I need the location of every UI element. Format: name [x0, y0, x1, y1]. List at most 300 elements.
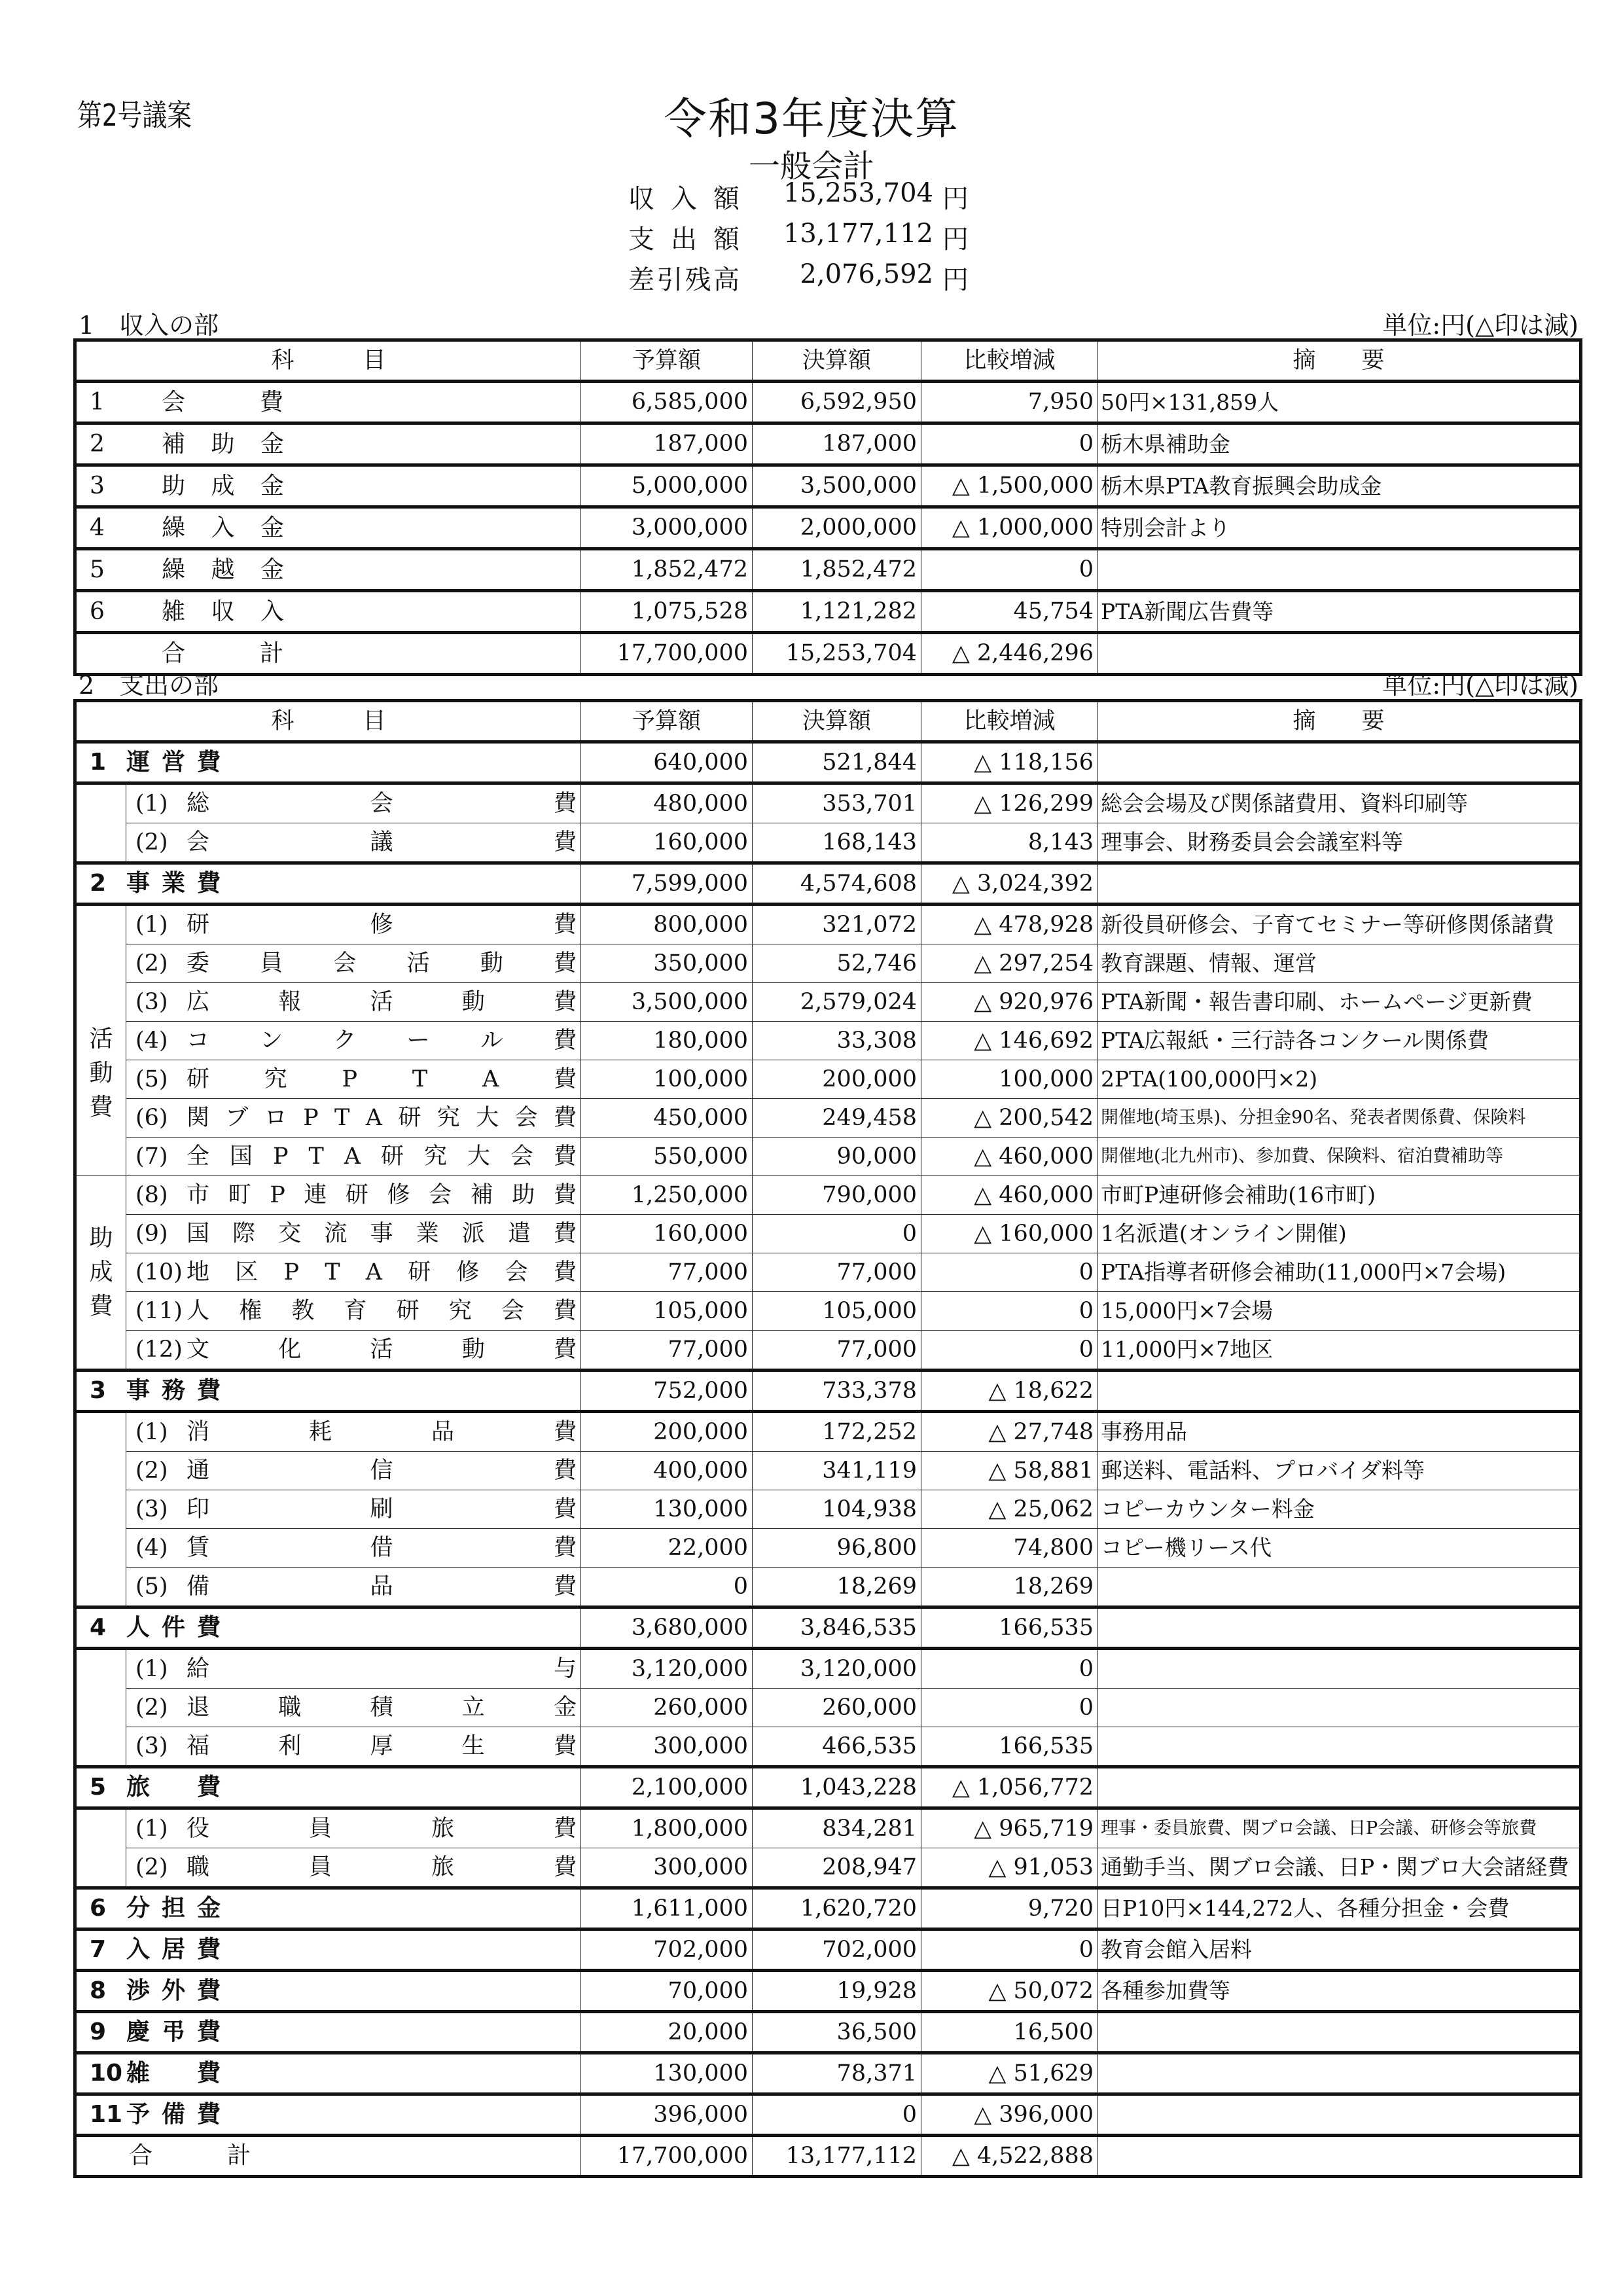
row-name: 助 成 金 — [162, 473, 293, 499]
row-name: 繰 入 金 — [162, 514, 293, 541]
group-label-text: 助成費 — [89, 1225, 113, 1319]
expense-total-label: 合 計 — [75, 2136, 581, 2177]
item-name-char: P — [303, 1105, 319, 1131]
item-name-char: ロ — [264, 1105, 287, 1131]
expense-unit-note: 単位:円(△印は減) — [1382, 671, 1578, 700]
item-number: (3) — [135, 1733, 168, 1759]
item-subject — [126, 905, 581, 944]
item-name-char: 権 — [239, 1298, 262, 1324]
income-table-body — [75, 382, 1581, 675]
item-name — [187, 1529, 577, 1567]
item-number: (6) — [135, 1105, 168, 1131]
budget-amount: 5,000,000 — [581, 465, 753, 507]
item-subject — [126, 1727, 581, 1767]
budget-amount: 100,000 — [581, 1060, 753, 1099]
item-subject-wrap — [135, 1060, 577, 1098]
item-name — [187, 1138, 577, 1175]
category-name: 事務費 — [126, 1377, 233, 1404]
item-name — [187, 1810, 577, 1848]
remark: 1名派遣(オンライン開催) — [1098, 1215, 1581, 1253]
item-name-char: 会 — [333, 950, 357, 977]
remark: 教育課題、情報、運営 — [1098, 944, 1581, 983]
expense-item-row — [75, 1215, 1581, 1253]
item-name-char: ー — [406, 1028, 430, 1054]
budget-amount: 550,000 — [581, 1138, 753, 1176]
item-name-char: 地 — [187, 1259, 210, 1285]
item-number: (1) — [135, 1816, 168, 1842]
group-spacer — [75, 783, 126, 863]
item-number: (1) — [135, 791, 168, 817]
item-number: (11) — [135, 1298, 183, 1324]
item-subject — [126, 1331, 581, 1371]
expense-item-row — [75, 944, 1581, 983]
item-name-char: 費 — [553, 1143, 577, 1170]
income-table — [73, 338, 1582, 676]
expense-item-row — [75, 1176, 1581, 1215]
column-header-diff: 比較増減 — [921, 701, 1098, 742]
difference-amount: △ 91,053 — [921, 1848, 1098, 1888]
category-name: 予備費 — [126, 2101, 233, 2128]
item-name-char: 費 — [554, 829, 577, 855]
item-name-char: 費 — [553, 1028, 577, 1054]
expense-item-row — [75, 1490, 1581, 1529]
expense-category-row — [75, 1767, 1581, 1808]
expense-item-row — [75, 1292, 1581, 1331]
item-name-char: P — [283, 1259, 299, 1285]
remark — [1098, 1568, 1581, 1607]
item-name-char: 研 — [187, 912, 210, 938]
remark: PTA新聞・報告書印刷、ホームページ更新費 — [1098, 983, 1581, 1022]
item-name-char: コ — [187, 1028, 210, 1054]
column-header-budget: 予算額 — [581, 340, 753, 382]
summary-value: 13,177,112 — [783, 219, 933, 249]
actual-amount: 105,000 — [753, 1292, 921, 1331]
expense-category-row — [75, 742, 1581, 783]
item-subject — [126, 1529, 581, 1568]
item-name — [187, 1060, 577, 1098]
income-subject — [75, 382, 581, 423]
expense-item-row — [75, 823, 1581, 863]
row-name: 会 費 — [162, 389, 293, 416]
category-subject — [75, 1767, 581, 1808]
actual-amount: 1,852,472 — [753, 549, 921, 591]
difference-amount: △ 1,500,000 — [921, 465, 1098, 507]
category-number: 8 — [90, 1977, 107, 2004]
difference-amount: 9,720 — [921, 1888, 1098, 1929]
item-subject — [126, 1412, 581, 1452]
actual-amount: 3,120,000 — [753, 1649, 921, 1689]
difference-amount: △ 27,748 — [921, 1412, 1098, 1452]
row-number: 4 — [90, 514, 105, 541]
item-subject — [126, 1292, 581, 1331]
column-header-remark: 摘 要 — [1098, 340, 1581, 382]
remark: 郵送料、電話料、プロバイダ料等 — [1098, 1452, 1581, 1490]
budget-amount: 180,000 — [581, 1022, 753, 1060]
remark — [1098, 742, 1581, 783]
category-subject — [75, 1371, 581, 1412]
item-name-char: 交 — [278, 1221, 302, 1247]
actual-amount: 1,043,228 — [753, 1767, 921, 1808]
expense-item-row — [75, 1452, 1581, 1490]
expense-header-row — [75, 701, 1581, 742]
item-name-char: 厚 — [370, 1733, 393, 1759]
document-label: 第2号議案 — [77, 98, 192, 133]
category-name: 事業費 — [126, 870, 233, 897]
difference-amount: 74,800 — [921, 1529, 1098, 1568]
item-subject-wrap — [135, 1689, 577, 1727]
difference-amount: △ 1,000,000 — [921, 507, 1098, 549]
row-number: 1 — [90, 389, 105, 416]
budget-amount: 450,000 — [581, 1099, 753, 1138]
remark: 栃木県PTA教育振興会助成金 — [1098, 465, 1581, 507]
remark: コピー機リース代 — [1098, 1529, 1581, 1568]
budget-amount: 480,000 — [581, 783, 753, 823]
page-subtitle: 一般会計 — [748, 148, 874, 185]
item-subject-wrap — [135, 1452, 577, 1490]
item-name-char: T — [308, 1143, 324, 1170]
item-name-char: 派 — [461, 1221, 485, 1247]
item-name-char: 研 — [187, 1066, 210, 1092]
category-name: 運営費 — [126, 749, 233, 776]
item-name — [187, 823, 577, 861]
budget-amount: 160,000 — [581, 823, 753, 863]
item-name-char: 費 — [553, 1259, 577, 1285]
summary-unit: 円 — [942, 184, 969, 214]
category-number: 9 — [90, 2018, 107, 2045]
item-name-char: 修 — [456, 1259, 480, 1285]
item-name-char: 費 — [554, 1535, 577, 1561]
item-subject-wrap — [135, 1650, 577, 1688]
category-subject — [75, 2094, 581, 2136]
item-name-char: 福 — [187, 1733, 210, 1759]
difference-amount: △ 920,976 — [921, 983, 1098, 1022]
item-name-char: 化 — [278, 1336, 302, 1363]
row-name: 雑 収 入 — [162, 598, 293, 625]
item-name-char: 会 — [187, 829, 210, 855]
row-number: 5 — [90, 556, 105, 583]
actual-amount: 4,574,608 — [753, 863, 921, 905]
item-number: (2) — [135, 1458, 168, 1484]
remark: 総会会場及び関係諸費用、資料印刷等 — [1098, 783, 1581, 823]
actual-amount: 341,119 — [753, 1452, 921, 1490]
row-number: 6 — [90, 598, 105, 625]
item-name-char: 印 — [187, 1496, 210, 1522]
column-header-remark: 摘 要 — [1098, 701, 1581, 742]
budget-amount: 3,000,000 — [581, 507, 753, 549]
item-name-char: 会 — [501, 1298, 524, 1324]
item-subject — [126, 944, 581, 983]
difference-amount: △ 3,024,392 — [921, 863, 1098, 905]
category-number: 1 — [90, 749, 107, 776]
actual-amount: 733,378 — [753, 1371, 921, 1412]
expense-category-row — [75, 1607, 1581, 1649]
income-subject — [75, 549, 581, 591]
item-name-char: 積 — [370, 1695, 393, 1721]
item-subject — [126, 1689, 581, 1727]
item-name — [187, 906, 577, 944]
item-name-char: 旅 — [431, 1854, 455, 1880]
difference-amount: 166,535 — [921, 1727, 1098, 1767]
item-name-char: 費 — [554, 1419, 577, 1445]
item-subject-wrap — [135, 944, 577, 982]
item-subject-wrap — [135, 1529, 577, 1567]
budget-amount: 200,000 — [581, 1412, 753, 1452]
difference-amount: 18,269 — [921, 1568, 1098, 1607]
item-subject-wrap — [135, 1215, 577, 1253]
actual-amount: 19,928 — [753, 1971, 921, 2012]
difference-amount: 0 — [921, 1689, 1098, 1727]
item-name-char: 修 — [387, 1182, 410, 1208]
item-name-char: 給 — [187, 1656, 210, 1682]
actual-amount: 200,000 — [753, 1060, 921, 1099]
item-name — [187, 1452, 577, 1490]
item-name — [187, 1331, 577, 1369]
item-subject-wrap — [135, 823, 577, 861]
item-name — [187, 1848, 577, 1886]
item-name — [187, 785, 577, 823]
item-name-char: 費 — [554, 791, 577, 817]
item-name-char: 文 — [187, 1336, 210, 1363]
expense-item-row — [75, 1099, 1581, 1138]
item-name-char: ン — [260, 1028, 283, 1054]
remark — [1098, 1727, 1581, 1767]
item-name-char: 教 — [291, 1298, 315, 1324]
expense-item-row — [75, 1808, 1581, 1848]
difference-amount: △ 58,881 — [921, 1452, 1098, 1490]
item-subject — [126, 1848, 581, 1888]
item-name-char: 町 — [228, 1182, 251, 1208]
budget-amount: 1,250,000 — [581, 1176, 753, 1215]
item-subject-wrap — [135, 1253, 577, 1291]
actual-amount: 0 — [753, 2094, 921, 2136]
actual-amount: 172,252 — [753, 1412, 921, 1452]
item-name-char: 費 — [553, 1298, 577, 1324]
difference-amount: 16,500 — [921, 2012, 1098, 2053]
income-header-row — [75, 340, 1581, 382]
remark — [1098, 1607, 1581, 1649]
expense-category-row — [75, 2012, 1581, 2053]
item-name-char: 会 — [429, 1182, 452, 1208]
remark — [1098, 1649, 1581, 1689]
difference-amount: △ 478,928 — [921, 905, 1098, 944]
item-name-char: 員 — [309, 1854, 332, 1880]
actual-amount: 18,269 — [753, 1568, 921, 1607]
item-name-char: 役 — [187, 1816, 210, 1842]
remark: 各種参加費等 — [1098, 1971, 1581, 2012]
remark: 教育会館入居料 — [1098, 1929, 1581, 1971]
item-subject-wrap — [135, 1022, 577, 1060]
item-name — [187, 1568, 577, 1605]
item-subject — [126, 1176, 581, 1215]
category-name: 慶弔費 — [126, 2018, 233, 2045]
total-remark — [1098, 2136, 1581, 2177]
actual-amount: 466,535 — [753, 1727, 921, 1767]
actual-amount: 1,121,282 — [753, 591, 921, 633]
item-name-char: ル — [480, 1028, 503, 1054]
item-name — [187, 1689, 577, 1727]
column-header-diff: 比較増減 — [921, 340, 1098, 382]
item-name-char: 消 — [187, 1419, 210, 1445]
category-subject — [75, 742, 581, 783]
item-name-char: T — [412, 1066, 428, 1092]
actual-amount: 33,308 — [753, 1022, 921, 1060]
budget-amount: 2,100,000 — [581, 1767, 753, 1808]
budget-amount: 130,000 — [581, 2053, 753, 2094]
item-name — [187, 1253, 577, 1291]
actual-amount: 187,000 — [753, 423, 921, 465]
total-difference: △ 4,522,888 — [921, 2136, 1098, 2177]
budget-amount: 1,075,528 — [581, 591, 753, 633]
item-number: (10) — [135, 1259, 183, 1285]
category-subject — [75, 2053, 581, 2094]
group-spacer — [75, 1649, 126, 1767]
item-name-char: 動 — [461, 1336, 485, 1363]
category-number: 11 — [90, 2101, 123, 2128]
item-name — [187, 1490, 577, 1528]
item-name-char: 関 — [187, 1105, 210, 1131]
row-number: 2 — [90, 431, 105, 457]
item-number: (1) — [135, 912, 168, 938]
income-unit-note: 単位:円(△印は減) — [1382, 311, 1578, 340]
item-name-char: T — [334, 1105, 350, 1131]
difference-amount: 0 — [921, 1292, 1098, 1331]
actual-amount: 2,000,000 — [753, 507, 921, 549]
category-name: 人件費 — [126, 1614, 233, 1641]
remark: 通勤手当、関ブロ会議、日P・関ブロ大会諸経費 — [1098, 1848, 1581, 1888]
budget-amount: 1,852,472 — [581, 549, 753, 591]
total-difference: △ 2,446,296 — [921, 633, 1098, 675]
item-subject-wrap — [135, 1413, 577, 1451]
item-number: (4) — [135, 1535, 168, 1561]
item-subject-wrap — [135, 1138, 577, 1175]
item-name — [187, 1292, 577, 1330]
row-number: 3 — [90, 473, 105, 499]
difference-amount: 45,754 — [921, 591, 1098, 633]
budget-amount: 640,000 — [581, 742, 753, 783]
item-name-char: 活 — [406, 950, 430, 977]
actual-amount: 168,143 — [753, 823, 921, 863]
actual-amount: 77,000 — [753, 1253, 921, 1292]
actual-amount: 78,371 — [753, 2053, 921, 2094]
difference-amount: △ 118,156 — [921, 742, 1098, 783]
budget-amount: 70,000 — [581, 1971, 753, 2012]
income-section-title: 1 収入の部 — [79, 311, 219, 340]
item-subject-wrap — [135, 1292, 577, 1330]
item-name-char: 費 — [554, 1573, 577, 1600]
item-name-char: 費 — [554, 989, 577, 1015]
item-subject-wrap — [135, 1099, 577, 1137]
column-header-subject: 科 目 — [75, 701, 581, 742]
income-subject — [75, 465, 581, 507]
budget-amount: 22,000 — [581, 1529, 753, 1568]
remark — [1098, 1371, 1581, 1412]
row-name: 補 助 金 — [162, 431, 293, 457]
remark: 栃木県補助金 — [1098, 423, 1581, 465]
budget-amount: 300,000 — [581, 1727, 753, 1767]
item-name-char: 動 — [461, 989, 485, 1015]
item-name-char: 刷 — [370, 1496, 393, 1522]
item-number: (2) — [135, 950, 168, 977]
remark — [1098, 2012, 1581, 2053]
item-number: (5) — [135, 1573, 168, 1600]
category-number: 5 — [90, 1774, 107, 1801]
expense-total-row — [75, 2136, 1581, 2177]
difference-amount: 100,000 — [921, 1060, 1098, 1099]
income-subject — [75, 507, 581, 549]
summary-unit: 円 — [942, 224, 969, 255]
difference-amount: △ 1,056,772 — [921, 1767, 1098, 1808]
expense-item-row — [75, 1529, 1581, 1568]
item-name — [187, 1215, 577, 1253]
item-name-char: 信 — [370, 1458, 393, 1484]
expense-item-row — [75, 905, 1581, 944]
actual-amount: 702,000 — [753, 1929, 921, 1971]
item-subject-wrap — [135, 983, 577, 1021]
item-name-char: T — [325, 1259, 340, 1285]
budget-amount: 800,000 — [581, 905, 753, 944]
item-name-char: 員 — [309, 1816, 332, 1842]
item-number: (2) — [135, 1854, 168, 1880]
item-name-char: 費 — [554, 1458, 577, 1484]
item-name-char: 費 — [554, 1733, 577, 1759]
remark — [1098, 863, 1581, 905]
actual-amount: 521,844 — [753, 742, 921, 783]
item-name — [187, 1099, 577, 1137]
category-number: 2 — [90, 870, 107, 897]
item-name-char: 利 — [278, 1733, 302, 1759]
item-name-char: 金 — [554, 1695, 577, 1721]
item-number: (12) — [135, 1336, 183, 1363]
item-number: (2) — [135, 829, 168, 855]
item-name-char: 連 — [304, 1182, 327, 1208]
expense-table-body — [75, 742, 1581, 2177]
difference-amount: 8,143 — [921, 823, 1098, 863]
item-name-char: 会 — [505, 1259, 528, 1285]
item-name-char: 品 — [370, 1573, 393, 1600]
difference-amount: △ 25,062 — [921, 1490, 1098, 1529]
summary-balance — [628, 259, 969, 296]
group-label-text: 活動費 — [89, 1026, 113, 1121]
budget-amount: 77,000 — [581, 1331, 753, 1371]
expense-category-row — [75, 2053, 1581, 2094]
actual-amount: 260,000 — [753, 1689, 921, 1727]
remark: 新役員研修会、子育てセミナー等研修関係諸費 — [1098, 905, 1581, 944]
item-name-char: 費 — [554, 1816, 577, 1842]
remark: 2PTA(100,000円×2) — [1098, 1060, 1581, 1099]
remark: 市町P連研修会補助(16市町) — [1098, 1176, 1581, 1215]
budget-amount: 7,599,000 — [581, 863, 753, 905]
item-name — [187, 1413, 577, 1451]
group-spacer — [75, 1412, 126, 1607]
item-name-char: 生 — [461, 1733, 485, 1759]
difference-amount: △ 200,542 — [921, 1099, 1098, 1138]
difference-amount: 0 — [921, 1929, 1098, 1971]
item-subject — [126, 1099, 581, 1138]
expense-section-title: 2 支出の部 — [79, 671, 219, 700]
item-subject-wrap — [135, 1568, 577, 1605]
item-name-char: A — [344, 1143, 361, 1170]
category-subject — [75, 1971, 581, 2012]
expense-item-row — [75, 1649, 1581, 1689]
budget-amount: 1,611,000 — [581, 1888, 753, 1929]
expense-item-row — [75, 1727, 1581, 1767]
difference-amount: △ 965,719 — [921, 1808, 1098, 1848]
item-name-char: 員 — [260, 950, 283, 977]
item-name-char: 研 — [396, 1298, 419, 1324]
expense-item-row — [75, 783, 1581, 823]
actual-amount: 90,000 — [753, 1138, 921, 1176]
expense-category-row — [75, 1888, 1581, 1929]
